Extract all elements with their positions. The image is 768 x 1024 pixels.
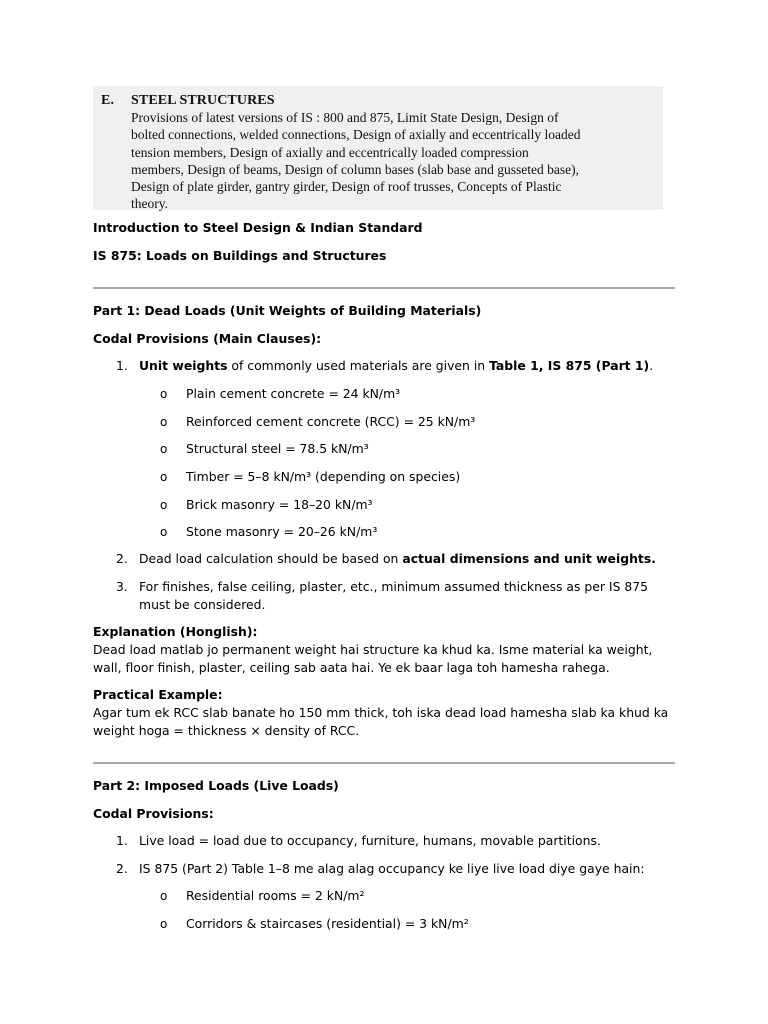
- bullet-icon: o: [160, 387, 168, 401]
- bullet-icon: o: [160, 442, 168, 456]
- list-number: 3.: [116, 579, 128, 594]
- part2-codal-heading: Codal Provisions:: [93, 806, 214, 821]
- example-heading: Practical Example:: [93, 687, 223, 702]
- bullet-icon: o: [160, 415, 168, 429]
- list-number: 2.: [116, 861, 128, 876]
- scan-line: tension members, Design of axially and eccentrically loaded compression: [131, 144, 529, 160]
- part1-item3-line: For finishes, false ceiling, plaster, etc., minimum assumed thickness as per IS 875: [139, 579, 649, 594]
- bullet-item: Corridors & staircases (residential) = 3 kN/m²: [186, 916, 469, 931]
- example-line: Agar tum ek RCC slab banate ho 150 mm thick, toh iska dead load hamesha slab ka khud ka: [93, 705, 669, 720]
- syllabus-scan-image: [93, 86, 663, 210]
- list-number: 1.: [116, 833, 128, 848]
- explanation-heading: Explanation (Honglish):: [93, 624, 258, 639]
- part1-heading: Part 1: Dead Loads (Unit Weights of Building Materials): [93, 303, 482, 318]
- part1-codal-heading: Codal Provisions (Main Clauses):: [93, 331, 322, 346]
- part1-item1: Unit weights of commonly used materials are given in Table 1, IS 875 (Part 1).: [139, 358, 654, 373]
- bullet-item: Reinforced cement concrete (RCC) = 25 kN/m³: [186, 414, 476, 429]
- bullet-item: Residential rooms = 2 kN/m²: [186, 888, 365, 903]
- divider: [93, 287, 675, 289]
- scan-heading: E. STEEL STRUCTURES: [101, 93, 275, 108]
- bullet-icon: o: [160, 470, 168, 484]
- part2-item2: IS 875 (Part 2) Table 1–8 me alag alag occupancy ke liye live load diye gaye hain:: [139, 861, 645, 876]
- scan-line: bolted connections, welded connections, Design of axially and eccentrically loaded: [131, 127, 581, 143]
- intro-title: Introduction to Steel Design & Indian Standard: [93, 220, 423, 235]
- part1-item2: Dead load calculation should be based on actual dimensions and unit weights.: [139, 551, 656, 566]
- is875-title: IS 875: Loads on Buildings and Structures: [93, 248, 387, 263]
- part1-item3-line: must be considered.: [139, 597, 266, 612]
- list-number: 2.: [116, 551, 128, 566]
- part2-heading: Part 2: Imposed Loads (Live Loads): [93, 778, 339, 793]
- bullet-item: Stone masonry = 20–26 kN/m³: [186, 524, 378, 539]
- bullet-icon: o: [160, 889, 168, 903]
- explanation-line: Dead load matlab jo permanent weight hai structure ka khud ka. Isme material ka weight,: [93, 642, 653, 657]
- bullet-item: Structural steel = 78.5 kN/m³: [186, 441, 369, 456]
- bullet-icon: o: [160, 525, 168, 539]
- bullet-icon: o: [160, 917, 168, 931]
- scan-body: [131, 109, 655, 212]
- scan-line: Design of plate girder, gantry girder, Design of roof trusses, Concepts of Plastic: [131, 179, 562, 195]
- list-number: 1.: [116, 358, 128, 373]
- part2-item1: Live load = load due to occupancy, furniture, humans, movable partitions.: [139, 833, 601, 848]
- scan-line: theory.: [131, 196, 168, 212]
- bullet-item: Timber = 5–8 kN/m³ (depending on species): [186, 469, 461, 484]
- bullet-item: Plain cement concrete = 24 kN/m³: [186, 386, 401, 401]
- bullet-icon: o: [160, 498, 168, 512]
- divider: [93, 762, 675, 764]
- bullet-item: Brick masonry = 18–20 kN/m³: [186, 497, 373, 512]
- scan-line: members, Design of beams, Design of column bases (slab base and gusseted base),: [131, 161, 580, 177]
- example-line: weight hoga = thickness × density of RCC.: [93, 723, 360, 738]
- scan-line: Provisions of latest versions of IS : 800 and 875, Limit State Design, Design of: [131, 110, 559, 126]
- explanation-line: wall, floor finish, plaster, ceiling sab aata hai. Ye ek baar laga toh hamesha rahega.: [93, 660, 610, 675]
